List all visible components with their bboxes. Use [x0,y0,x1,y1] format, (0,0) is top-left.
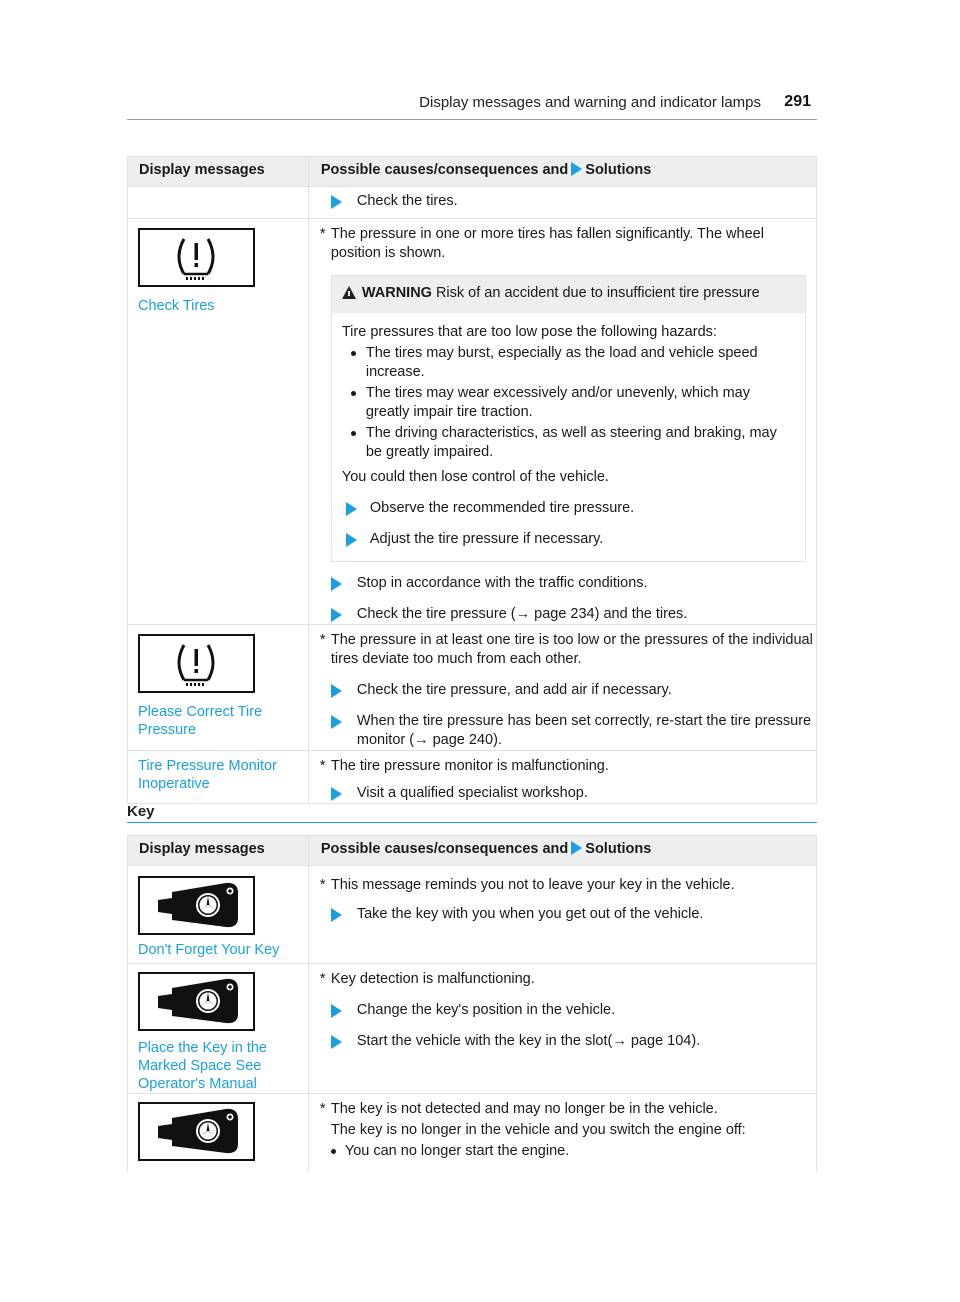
section-title: Key [127,803,817,823]
col-header-display-messages: Display messages [128,836,309,866]
col-header-display-messages: Display messages [128,157,309,187]
solution-step: Change the key's position in the vehicle. [309,1001,816,1020]
page-number: 291 [784,93,811,110]
blue-arrow-icon [331,1004,342,1018]
display-message-label: Check Tires [138,298,215,314]
tire-pressure-warning-icon [138,634,255,693]
page-header [127,92,817,120]
blue-arrow-icon [331,908,342,922]
list-item: The driving characteristics, as well as steering and braking, may be greatly impaired. [342,424,795,462]
display-message-cell [128,964,309,1094]
solution-step: Adjust the tire pressure if necessary. [342,530,795,549]
display-message-label: Please Correct Tire Pressure [138,704,263,738]
solution-step: Observe the recommended tire pressure. [342,499,795,518]
body-text: The key is no longer in the vehicle and you switch the engine off: [330,1122,746,1138]
blue-arrow-icon [331,684,342,698]
cause-text: * The pressure in at least one tire is too low or the pressures of the individual tires deviate too much from each other. [319,632,813,667]
solution-step: Take the key with you when you get out of the vehicle. [309,905,816,924]
blue-arrow-icon [331,1035,342,1049]
mercedes-key-icon [138,972,255,1031]
display-message-cell [128,625,309,751]
tire-pressure-warning-icon [138,228,255,287]
mercedes-key-icon [138,1102,255,1161]
mercedes-key-icon [138,876,255,935]
display-message-cell [128,866,309,964]
blue-arrow-icon [346,533,357,547]
blue-arrow-icon [331,577,342,591]
solution-step: Check the tires. [309,192,816,211]
cause-text: * This message reminds you not to leave your key in the vehicle. [319,877,735,893]
cause-text: * The pressure in one or more tires has fallen significantly. The wheel position is shown. [319,226,764,261]
warning-box [331,275,806,562]
blue-arrow-icon [346,502,357,516]
blue-arrow-icon [331,787,342,801]
display-message-cell [128,219,309,625]
list-item: You can no longer start the engine. [309,1142,816,1161]
solution-step: Stop in accordance with the traffic conditions. [309,574,816,593]
lose-control-text: You could then lose control of the vehicle. [341,469,609,485]
blue-arrow-icon [571,841,582,855]
solution-step: Check the tire pressure (→ page 234) and the tires. [309,605,816,624]
list-item: The tires may wear excessively and/or unevenly, which may greatly impair tire traction. [342,384,795,422]
display-message-cell [128,751,309,804]
hazard-intro: Tire pressures that are too low pose the following hazards: [341,324,717,340]
col-header-causes: Possible causes/consequences and Solutions [308,157,816,187]
blue-arrow-icon [331,608,342,622]
display-message-cell [128,1094,309,1172]
blue-arrow-icon [571,162,582,176]
solution-step: Check the tire pressure, and add air if necessary. [309,681,816,700]
col-header-causes: Possible causes/consequences and Solutions [308,836,816,866]
display-message-label: Place the Key in the Marked Space See Operator's Manual [138,1040,267,1092]
blue-arrow-icon [331,715,342,729]
cause-text: * The key is not detected and may no longer be in the vehicle. [319,1101,718,1117]
warning-header: WARNING Risk of an accident due to insufficient tire pressure [332,276,805,313]
page-header-title: Display messages and warning and indicator lamps [419,94,761,111]
cause-text: * Key detection is malfunctioning. [319,971,535,987]
cause-text: * The tire pressure monitor is malfunctioning. [319,758,609,774]
solution-step: Start the vehicle with the key in the slot(→ page 104). [309,1032,816,1051]
solution-step: When the tire pressure has been set correctly, re-start the tire pressure monitor (→ page 240). [309,712,816,750]
display-message-label: Tire Pressure Monitor Inoperative [138,758,277,792]
key-messages-table [127,835,817,1172]
blue-arrow-icon [331,195,342,209]
display-message-label: Don't Forget Your Key [138,942,280,958]
list-item: The tires may burst, especially as the load and vehicle speed increase. [342,344,795,382]
solution-step: Visit a qualified specialist workshop. [309,784,816,803]
tire-messages-table [127,156,817,804]
